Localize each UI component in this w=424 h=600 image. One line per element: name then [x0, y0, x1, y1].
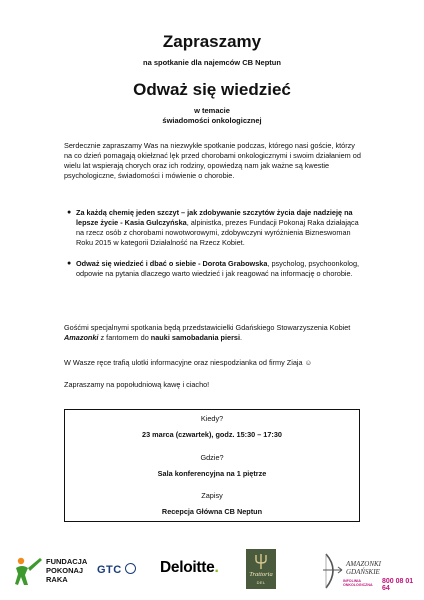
trattoria-sub: DEL — [256, 580, 266, 585]
trattoria-logo — [246, 549, 276, 589]
guests-text: Gośćmi specjalnymi spotkania będą przedstawicielki Gdańskiego Stowarzyszenia Kobiet — [64, 323, 351, 332]
intro-paragraph: Serdecznie zapraszamy Was na niezwykłe spotkanie podczas, którego nasi goście, którzy na co dzień pomagają okiełznać lęk przed chorobami onkologicznymi i swoim działaniem od wielu lat wspierają chorych oraz ich rodziny, opowiedzą nam jak ważne są kwestie psychologiczne, świadomości i mówienie o chorobie. — [64, 141, 361, 180]
infolinia-label — [343, 579, 373, 587]
fundacja-line-1: FUNDACJA — [46, 557, 88, 566]
leaflets-paragraph: W Wasze ręce trafią ulotki informacyjne oraz niespodzianka od firmy Ziaja ☺ — [64, 358, 313, 367]
event-theme — [0, 106, 424, 126]
guests-text-3: . — [240, 333, 243, 342]
theme-line-1: w temacie — [194, 106, 230, 115]
guests-paragraph — [64, 323, 364, 343]
guests-bold: nauki samobadania piersi — [150, 333, 241, 342]
infolinia-line-1: INFOLINIA — [343, 579, 361, 583]
invite-paragraph: Zapraszamy na popołudniową kawę i ciacho! — [64, 380, 210, 389]
signup-value: Recepcja Główna CB Neptun — [161, 507, 263, 516]
signup-label: Zapisy — [201, 491, 223, 500]
event-headline: Odważ się wiedzieć — [133, 80, 291, 99]
speaker-description: , alpinistka, prezes Fundacji Pokonaj Raka działająca na rzecz osób z chorobami nowotworowymi, zdobywczyni wyróżnienia Bizneswoman Roku 2015 w kategorii Działalność na Rzecz Kobiet. — [76, 218, 359, 247]
guests-org: Amazonki — [64, 333, 99, 342]
trattoria-name: Trattoria — [249, 571, 273, 578]
page-subtitle: na spotkanie dla najemców CB Neptun — [143, 58, 281, 67]
when-value: 23 marca (czwartek), godz. 15:30 – 17:30 — [142, 430, 282, 439]
fundacja-pokonaj-raka-logo — [14, 555, 96, 587]
page-title: Zapraszamy — [162, 32, 262, 51]
bullet-icon: ● — [67, 260, 72, 267]
speaker-title: Za każdą chemię jeden szczyt – jak zdobywanie szczytów życia daje nadzieję na lepsze życie - Kasia Gulczyńska — [76, 208, 353, 227]
event-details-box — [64, 409, 360, 522]
bullet-icon: ● — [67, 209, 72, 216]
guests-text-2: z fantomem do — [98, 333, 151, 342]
where-value: Sala konferencyjna na 1 piętrze — [157, 469, 267, 478]
when-label: Kiedy? — [200, 414, 224, 423]
speaker-item — [64, 259, 364, 279]
fundacja-text — [46, 557, 87, 584]
gtc-text: GTC — [97, 564, 122, 576]
deloitte-dot: . — [214, 559, 219, 576]
speaker-item — [64, 208, 364, 248]
fundacja-figure-icon — [14, 555, 44, 587]
globe-icon — [125, 563, 136, 574]
infolinia-phone: 800 08 01 64 — [382, 578, 414, 592]
amazonki-name — [346, 560, 381, 576]
deloitte-text: Deloitte — [160, 559, 215, 576]
amazonki-line-2: GDAŃSKIE — [346, 568, 380, 576]
speaker-title: Odważ się wiedzieć i dbać o siebie - Dorota Grabowska — [76, 259, 268, 268]
infolinia-line-2: ONKOLOGICZNA — [343, 583, 373, 587]
gtc-logo — [97, 563, 136, 576]
deloitte-logo — [160, 559, 218, 577]
fundacja-line-2: POKONAJ — [46, 566, 84, 575]
amazonki-gdanskie-logo — [316, 552, 421, 592]
sponsor-logos — [0, 546, 424, 592]
speaker-description: , psycholog, psychoonkolog, odpowie na pytania dlaczego warto wiedzieć i jak reagować na informację o chorobie. — [76, 259, 360, 278]
speaker-list — [64, 208, 364, 290]
where-label: Gdzie? — [200, 453, 224, 462]
amazonki-line-1: AMAZONKI — [346, 560, 381, 568]
fundacja-line-3: RAKA — [46, 575, 68, 584]
trident-icon — [254, 552, 268, 570]
theme-line-2: świadomości onkologicznej — [162, 116, 262, 125]
